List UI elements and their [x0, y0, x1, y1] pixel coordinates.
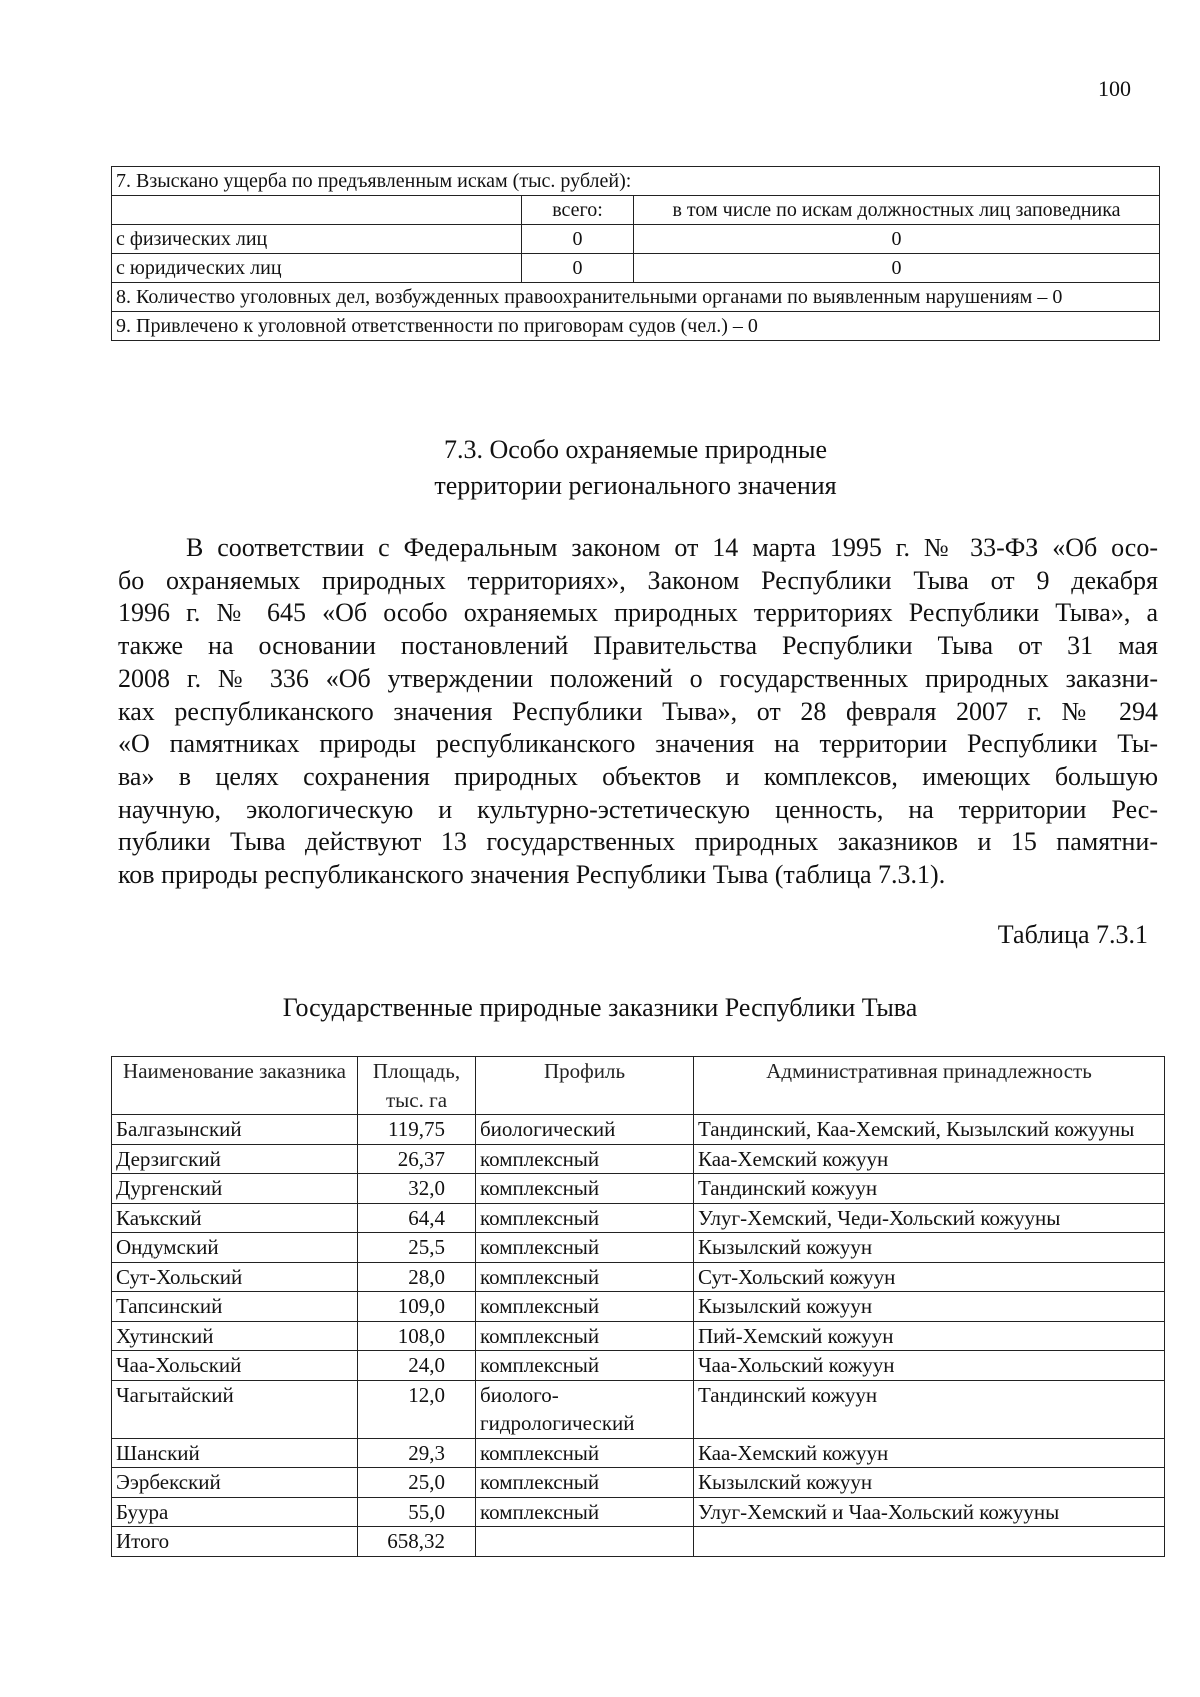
table-row [112, 1144, 1165, 1174]
row-officials: 0 [634, 225, 1160, 254]
heading-line: территории регионального значения [434, 471, 837, 500]
cell-name: Дерзигский [112, 1144, 358, 1174]
paragraph-line: 1996 г. № 645 «Об особо охраняемых природных территориях Республики Тыва», а [118, 598, 1158, 628]
table-header-row [112, 1057, 1165, 1115]
col-officials-header: в том числе по искам должностных лиц заповедника [634, 196, 1160, 225]
cell-name: Буура [112, 1497, 358, 1527]
cell-name: Сут-Хольский [112, 1262, 358, 1292]
cell-name: Чаа-Хольский [112, 1351, 358, 1381]
cell-area: 28,0 [358, 1262, 476, 1292]
cell-profile: комплексный [476, 1438, 694, 1468]
item-8: 8. Количество уголовных дел, возбужденных правоохранительными органами по выявленным нарушениям – 0 [112, 283, 1160, 312]
cell-admin: Тандинский кожуун [694, 1380, 1165, 1438]
cell-profile: комплексный [476, 1203, 694, 1233]
cell-profile: биолого-гидрологический [476, 1380, 694, 1438]
table-row [112, 283, 1160, 312]
cell-admin: Кызылский кожуун [694, 1292, 1165, 1322]
table-row [112, 1321, 1165, 1351]
empty-cell [694, 1527, 1165, 1557]
cell-area: 108,0 [358, 1321, 476, 1351]
empty-cell [476, 1527, 694, 1557]
damages-header: 7. Взыскано ущерба по предъявленным искам (тыс. рублей): [112, 167, 1160, 196]
paragraph-line: «О памятниках природы республиканского значения на территории Республики Ты- [118, 729, 1158, 759]
section-paragraph [118, 532, 1158, 892]
paragraph-line: научную, экологическую и культурно-эстетическую ценность, на территории Рес- [118, 794, 1158, 824]
total-row [112, 1527, 1165, 1557]
cell-profile: комплексный [476, 1292, 694, 1322]
cell-area: 24,0 [358, 1351, 476, 1381]
cell-name: Ээрбекский [112, 1468, 358, 1498]
table-row [112, 1351, 1165, 1381]
paragraph-line: публики Тыва действуют 13 государственных природных заказников и 15 памятни- [118, 827, 1158, 857]
row-label: с физических лиц [112, 225, 522, 254]
section-heading [111, 432, 1160, 504]
table-row [112, 1203, 1165, 1233]
damages-table [111, 166, 1160, 341]
total-label: Итого [112, 1527, 358, 1557]
cell-area: 12,0 [358, 1380, 476, 1438]
cell-area: 32,0 [358, 1174, 476, 1204]
paragraph-line: ва» в целях сохранения природных объектов и комплексов, имеющих большую [118, 761, 1158, 791]
row-total: 0 [522, 225, 634, 254]
paragraph-line: ках республиканского значения Республики Тыва», от 28 февраля 2007 г. № 294 [118, 696, 1158, 726]
cell-name: Балгазынский [112, 1115, 358, 1145]
cell-admin: Чаа-Хольский кожуун [694, 1351, 1165, 1381]
cell-area: 25,0 [358, 1468, 476, 1498]
cell-area: 109,0 [358, 1292, 476, 1322]
cell-name: Чагытайский [112, 1380, 358, 1438]
cell-admin: Улуг-Хемский и Чаа-Хольский кожууны [694, 1497, 1165, 1527]
heading-line: 7.3. Особо охраняемые природные [443, 435, 828, 464]
cell-name: Шанский [112, 1438, 358, 1468]
header-name: Наименование заказника [112, 1057, 358, 1115]
cell-area: 26,37 [358, 1144, 476, 1174]
table-title: Государственные природные заказники Республики Тыва [282, 993, 918, 1022]
table-row [112, 1497, 1165, 1527]
table-row [112, 1174, 1165, 1204]
empty-cell [112, 196, 522, 225]
cell-profile: комплексный [476, 1144, 694, 1174]
cell-admin: Тандинский, Каа-Хемский, Кызылский кожууны [694, 1115, 1165, 1145]
table-row [112, 1233, 1165, 1263]
row-officials: 0 [634, 254, 1160, 283]
cell-admin: Кызылский кожуун [694, 1468, 1165, 1498]
cell-area: 64,4 [358, 1203, 476, 1233]
table-row [112, 1468, 1165, 1498]
cell-name: Каъкский [112, 1203, 358, 1233]
total-area: 658,32 [358, 1527, 476, 1557]
cell-admin: Каа-Хемский кожуун [694, 1438, 1165, 1468]
cell-name: Ондумский [112, 1233, 358, 1263]
paragraph-line: ков природы республиканского значения Республики Тыва (таблица 7.3.1). [118, 860, 946, 890]
cell-profile: комплексный [476, 1468, 694, 1498]
table-label: Таблица 7.3.1 [997, 920, 1148, 949]
paragraph-line: 2008 г. № 336 «Об утверждении положений о государственных природных заказни- [118, 663, 1158, 693]
table-row [112, 312, 1160, 341]
table-row [112, 1115, 1165, 1145]
page-number: 100 [1098, 76, 1131, 101]
table-row [112, 1380, 1165, 1438]
row-label: с юридических лиц [112, 254, 522, 283]
header-area: Площадь, тыс. га [358, 1057, 476, 1115]
cell-profile: комплексный [476, 1233, 694, 1263]
cell-admin: Сут-Хольский кожуун [694, 1262, 1165, 1292]
cell-admin: Тандинский кожуун [694, 1174, 1165, 1204]
table-row [112, 1262, 1165, 1292]
cell-profile: комплексный [476, 1262, 694, 1292]
table-row [112, 254, 1160, 283]
cell-name: Тапсинский [112, 1292, 358, 1322]
table-row [112, 196, 1160, 225]
cell-admin: Кызылский кожуун [694, 1233, 1165, 1263]
table-row [112, 167, 1160, 196]
header-admin: Административная принадлежность [694, 1057, 1165, 1115]
col-total-header: всего: [522, 196, 634, 225]
cell-profile: биологический [476, 1115, 694, 1145]
paragraph-line: также на основании постановлений Правительства Республики Тыва от 31 мая [118, 631, 1158, 661]
paragraph-line: В соответствии с Федеральным законом от 14 марта 1995 г. № 33-ФЗ «Об осо- [186, 533, 1158, 562]
cell-area: 55,0 [358, 1497, 476, 1527]
cell-profile: комплексный [476, 1497, 694, 1527]
cell-profile: комплексный [476, 1321, 694, 1351]
reserves-table [111, 1056, 1165, 1557]
cell-area: 29,3 [358, 1438, 476, 1468]
table-row [112, 1438, 1165, 1468]
cell-profile: комплексный [476, 1351, 694, 1381]
header-profile: Профиль [476, 1057, 694, 1115]
table-row [112, 225, 1160, 254]
cell-name: Хутинский [112, 1321, 358, 1351]
cell-name: Дургенский [112, 1174, 358, 1204]
paragraph-line: бо охраняемых природных территориях», Законом Республики Тыва от 9 декабря [118, 565, 1158, 595]
cell-admin: Улуг-Хемский, Чеди-Хольский кожууны [694, 1203, 1165, 1233]
cell-admin: Каа-Хемский кожуун [694, 1144, 1165, 1174]
cell-area: 119,75 [358, 1115, 476, 1145]
cell-admin: Пий-Хемский кожуун [694, 1321, 1165, 1351]
table-row [112, 1292, 1165, 1322]
cell-profile: комплексный [476, 1174, 694, 1204]
row-total: 0 [522, 254, 634, 283]
item-9: 9. Привлечено к уголовной ответственности по приговорам судов (чел.) – 0 [112, 312, 1160, 341]
cell-area: 25,5 [358, 1233, 476, 1263]
